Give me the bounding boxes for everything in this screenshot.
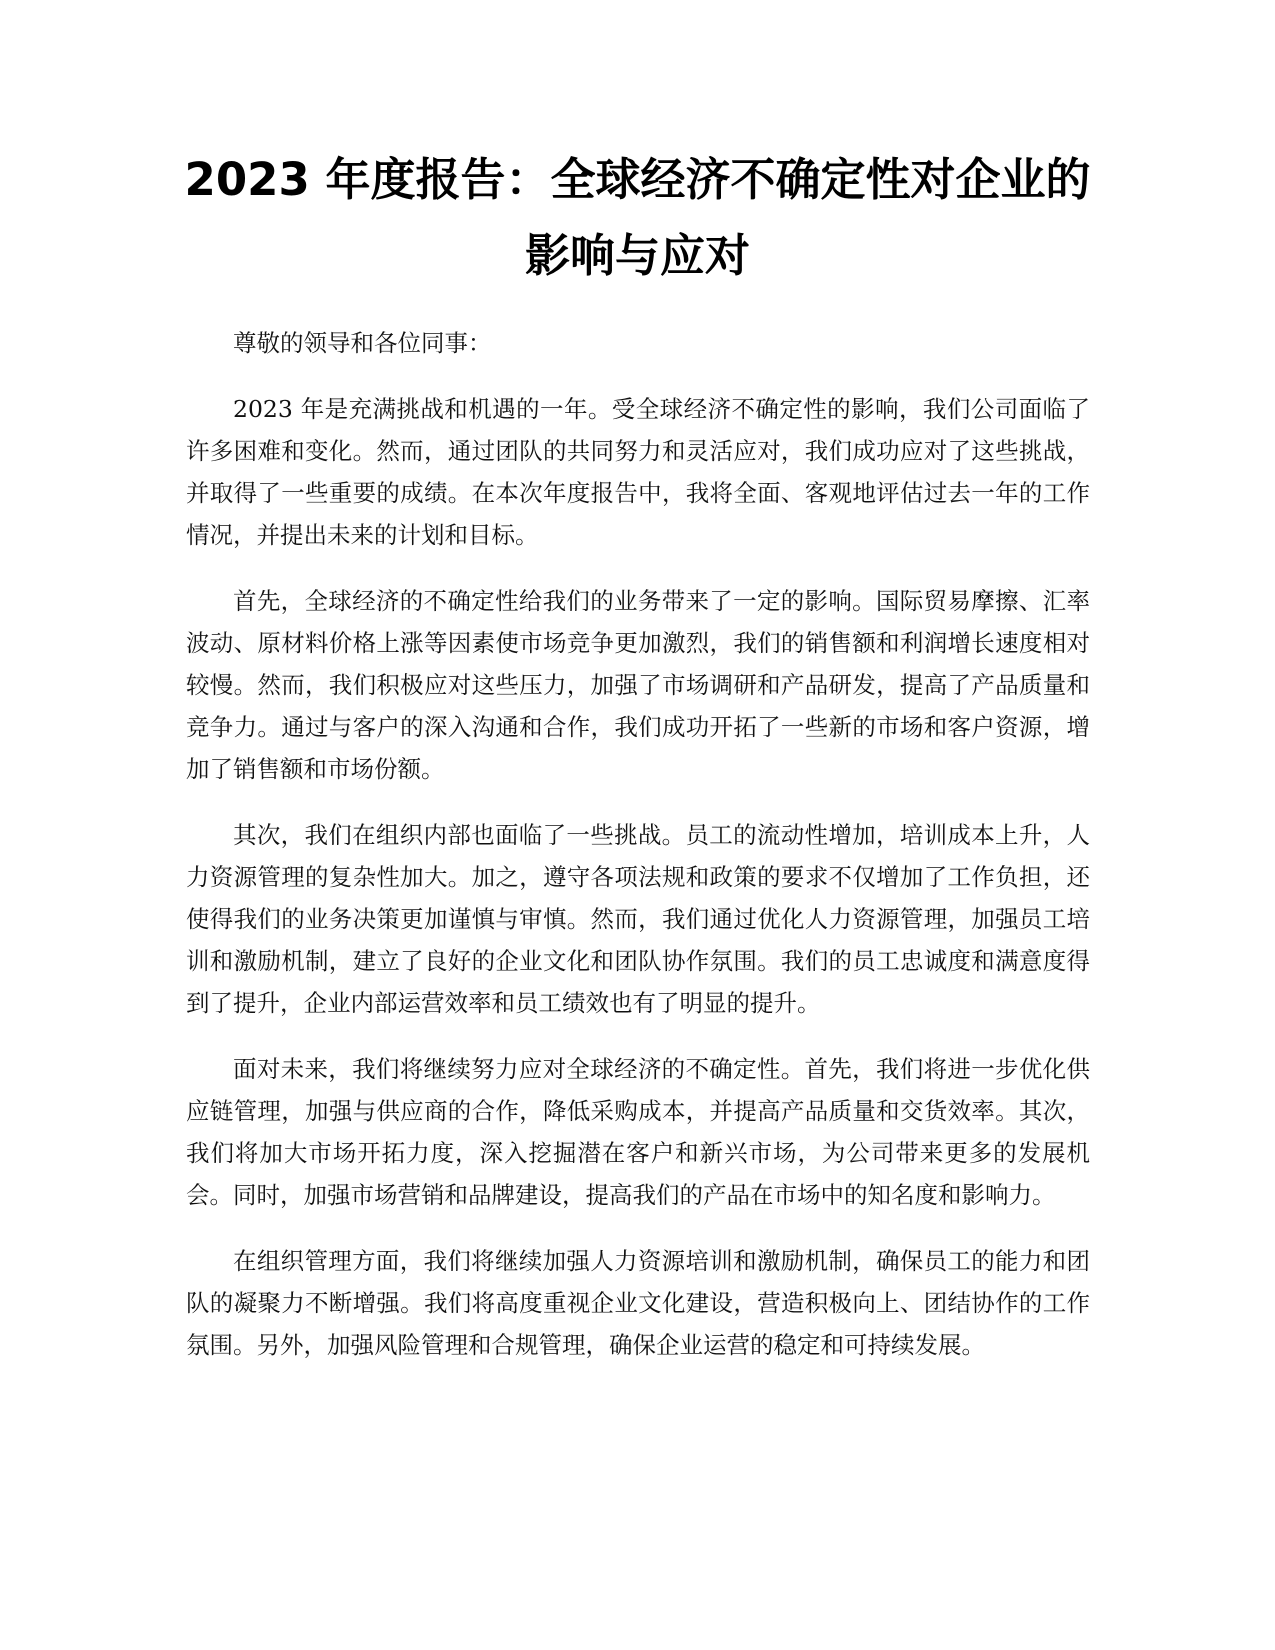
paragraph-internal-challenges: 其次，我们在组织内部也面临了一些挑战。员工的流动性增加，培训成本上升，人力资源管理的复杂性加大。加之，遵守各项法规和政策的要求不仅增加了工作负担，还使得我们的业务决策更加谨慎与审慎。然而，我们通过优化人力资源管理，加强员工培训和激励机制，建立了良好的企业文化和团队协作氛围。我们的员工忠诚度和满意度得到了提升，企业内部运营效率和员工绩效也有了明显的提升。 — [186, 821, 1090, 1017]
paragraph-intro: 2023 年是充满挑战和机遇的一年。受全球经济不确定性的影响，我们公司面临了许多困难和变化。然而，通过团队的共同努力和灵活应对，我们成功应对了这些挑战，并取得了一些重要的成绩。在本次年度报告中，我将全面、客观地评估过去一年的工作情况，并提出未来的计划和目标。 — [186, 395, 1090, 549]
paragraph-business-impact: 首先，全球经济的不确定性给我们的业务带来了一定的影响。国际贸易摩擦、汇率波动、原材料价格上涨等因素使市场竞争更加激烈，我们的销售额和利润增长速度相对较慢。然而，我们积极应对这些压力，加强了市场调研和产品研发，提高了产品质量和竞争力。通过与客户的深入沟通和合作，我们成功开拓了一些新的市场和客户资源，增加了销售额和市场份额。 — [186, 587, 1090, 783]
title-line-1: 2023 年度报告：全球经济不确定性对企业的 — [184, 153, 1091, 206]
document-title — [180, 142, 1095, 294]
title-line-2: 影响与应对 — [524, 229, 750, 282]
document-body — [186, 322, 1090, 1390]
paragraph-future-plans: 面对未来，我们将继续努力应对全球经济的不确定性。首先，我们将进一步优化供应链管理，加强与供应商的合作，降低采购成本，并提高产品质量和交货效率。其次，我们将加大市场开拓力度，深入挖掘潜在客户和新兴市场，为公司带来更多的发展机会。同时，加强市场营销和品牌建设，提高我们的产品在市场中的知名度和影响力。 — [186, 1055, 1090, 1209]
salutation: 尊敬的领导和各位同事： — [233, 329, 492, 357]
paragraph-organization-management: 在组织管理方面，我们将继续加强人力资源培训和激励机制，确保员工的能力和团队的凝聚力不断增强。我们将高度重视企业文化建设，营造积极向上、团结协作的工作氛围。另外，加强风险管理和合规管理，确保企业运营的稳定和可持续发展。 — [186, 1247, 1090, 1359]
